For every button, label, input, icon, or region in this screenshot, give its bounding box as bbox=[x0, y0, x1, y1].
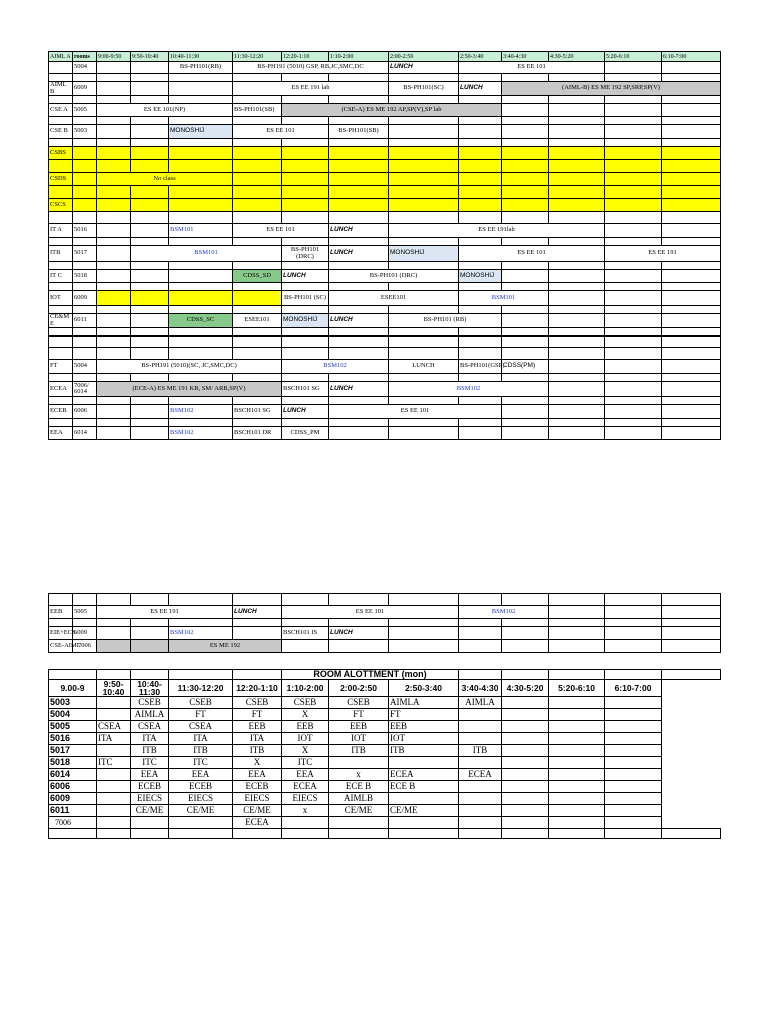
room-cell: 5018 bbox=[73, 270, 97, 283]
allotment-cell: ECEA bbox=[389, 769, 459, 781]
allotment-cell: ITC bbox=[169, 757, 233, 769]
allotment-cell bbox=[502, 721, 549, 733]
allotment-slot-header: 4:30-5:20 bbox=[502, 680, 549, 697]
lunch-cell: LUNCH bbox=[329, 382, 389, 397]
class-cell: ES EE 101 bbox=[329, 405, 502, 419]
class-cell: BSM101 bbox=[169, 224, 233, 238]
room-cell: 5004 bbox=[73, 62, 97, 74]
slot-header: 10:40-11:30 bbox=[169, 52, 233, 62]
class-name: ECEA bbox=[49, 382, 73, 397]
class-cell: BSM102 bbox=[169, 427, 233, 440]
slot-header: 4:30-5:20 bbox=[549, 52, 605, 62]
row-csds bbox=[49, 173, 721, 186]
row-cse-a bbox=[49, 104, 721, 117]
class-cell: BS-PH191 (5010)(SC, JC,SMC,DC) bbox=[97, 360, 282, 374]
class-name: CSDS bbox=[49, 173, 73, 186]
class-cell: CDSS_PM bbox=[282, 427, 329, 440]
allotment-cell: x bbox=[329, 769, 389, 781]
allotment-cell bbox=[169, 817, 233, 829]
class-cell: ES EE 191 bbox=[97, 606, 233, 619]
allotment-row bbox=[49, 709, 721, 721]
allotment-cell: AIMLB bbox=[329, 793, 389, 805]
class-cell: ES EE 101 bbox=[459, 62, 605, 74]
allotment-row bbox=[49, 781, 721, 793]
allotment-cell bbox=[549, 745, 605, 757]
allotment-cell: ITB bbox=[329, 745, 389, 757]
lunch-cell: LUNCH bbox=[329, 627, 389, 640]
class-cell: BSM101 bbox=[459, 291, 549, 306]
row-cse-aiml bbox=[49, 640, 721, 653]
row-eea bbox=[49, 427, 721, 440]
allotment-cell: EIECS bbox=[131, 793, 169, 805]
allotment-slot-header: 3:40-4:30 bbox=[459, 680, 502, 697]
allotment-cell bbox=[549, 805, 605, 817]
allotment-row bbox=[49, 793, 721, 805]
allotment-cell: CSEB bbox=[282, 697, 329, 709]
allotment-cell bbox=[605, 697, 662, 709]
lunch-cell: LUNCH bbox=[233, 606, 282, 619]
allotment-cell bbox=[459, 781, 502, 793]
header-row bbox=[49, 52, 721, 62]
allotment-cell: ECEA bbox=[282, 781, 329, 793]
row-aiml-a bbox=[49, 62, 721, 74]
class-name: EEA bbox=[49, 427, 73, 440]
class-cell: BS-PH101(SB) bbox=[329, 125, 389, 139]
allotment-cell: ITA bbox=[131, 733, 169, 745]
room-cell: 6009 bbox=[73, 291, 97, 306]
allotment-cell bbox=[459, 733, 502, 745]
class-name: CSCS bbox=[49, 199, 73, 212]
allotment-cell: ECEA bbox=[459, 769, 502, 781]
class-cell: BS-PH101 (DRC) bbox=[282, 246, 329, 262]
allotment-cell: AIMLA bbox=[459, 697, 502, 709]
allotment-cell bbox=[97, 781, 131, 793]
class-name: IT A bbox=[49, 224, 73, 238]
room-cell: 6014 bbox=[73, 427, 97, 440]
allotment-cell: x bbox=[282, 805, 329, 817]
allotment-slot-header: 5:20-6:10 bbox=[549, 680, 605, 697]
allotment-room: 6009 bbox=[49, 793, 97, 805]
allotment-cell: AIMLA bbox=[389, 697, 459, 709]
class-cell: (ECE-A) ES ME 191 KB, SM/ ARB,SP(V) bbox=[97, 382, 282, 397]
allotment-cell: CSEA bbox=[97, 721, 131, 733]
allotment-row bbox=[49, 769, 721, 781]
allotment-room: 7006 bbox=[49, 817, 97, 829]
allotment-cell bbox=[605, 817, 662, 829]
allotment-cell bbox=[459, 793, 502, 805]
class-cell: BSM102 bbox=[282, 360, 389, 374]
allotment-cell bbox=[502, 781, 549, 793]
allotment-slot-header: 12:20-1:10 bbox=[233, 680, 282, 697]
class-cell: BSCH101 SG bbox=[233, 405, 282, 419]
allotment-row bbox=[49, 733, 721, 745]
class-cell: MONOSHIJ bbox=[459, 270, 502, 283]
allotment-cell: CE/ME bbox=[131, 805, 169, 817]
rooms-header: rooms bbox=[73, 52, 97, 62]
room-cell: 6009 bbox=[73, 627, 97, 640]
allotment-cell: CE/ME bbox=[389, 805, 459, 817]
lunch-cell: LUNCH bbox=[389, 62, 459, 74]
allotment-cell: FT bbox=[169, 709, 233, 721]
class-cell: ESEE101 bbox=[329, 291, 459, 306]
allotment-cell bbox=[549, 769, 605, 781]
class-cell: ES EE 191 bbox=[605, 246, 721, 262]
allotment-cell bbox=[605, 793, 662, 805]
allotment-cell bbox=[97, 709, 131, 721]
allotment-cell: ITA bbox=[233, 733, 282, 745]
lunch-cell: LUNCH bbox=[329, 224, 389, 238]
slot-header: 1:10-2:00 bbox=[329, 52, 389, 62]
allotment-cell: EEA bbox=[131, 769, 169, 781]
class-cell: BS-PH101(GSP) bbox=[459, 360, 502, 374]
allotment-cell bbox=[549, 781, 605, 793]
class-cell: ESEE101 bbox=[233, 314, 282, 328]
allotment-cell bbox=[502, 817, 549, 829]
slot-header: 3:40-4:30 bbox=[502, 52, 549, 62]
slot-header: 2:50-3:40 bbox=[459, 52, 502, 62]
allotment-cell: CSEB bbox=[233, 697, 282, 709]
allotment-cell bbox=[549, 733, 605, 745]
class-cell: BS-PH101 (SC) bbox=[282, 291, 329, 306]
allotment-cell bbox=[549, 757, 605, 769]
allotment-cell bbox=[459, 805, 502, 817]
class-cell: BSM102 bbox=[459, 606, 549, 619]
room-cell: 7006/ 6014 bbox=[73, 382, 97, 397]
row-it-a bbox=[49, 224, 721, 238]
allotment-cell bbox=[502, 805, 549, 817]
row-eceb bbox=[49, 405, 721, 419]
class-cell: MONOSHIJ bbox=[282, 314, 329, 328]
allotment-cell bbox=[502, 745, 549, 757]
allotment-cell bbox=[459, 757, 502, 769]
allotment-cell: ECE B bbox=[329, 781, 389, 793]
allotment-cell: EEA bbox=[282, 769, 329, 781]
allotment-cell: ITB bbox=[131, 745, 169, 757]
allotment-cell: ITC bbox=[282, 757, 329, 769]
allotment-cell: AIMLA bbox=[131, 709, 169, 721]
allotment-cell: CSEA bbox=[131, 721, 169, 733]
allotment-cell: EEB bbox=[282, 721, 329, 733]
row-eie bbox=[49, 627, 721, 640]
class-cell: BSM102 bbox=[389, 382, 549, 397]
class-cell: BSM102 bbox=[169, 627, 233, 640]
allotment-room: 5016 bbox=[49, 733, 97, 745]
allotment-cell: CSEB bbox=[169, 697, 233, 709]
class-cell: ES EE 101 bbox=[233, 224, 329, 238]
class-cell: BSCH101 DR bbox=[233, 427, 282, 440]
allotment-cell bbox=[459, 817, 502, 829]
allotment-cell: ITB bbox=[389, 745, 459, 757]
room-cell: 5005 bbox=[73, 606, 97, 619]
allotment-cell: ECEA bbox=[233, 817, 282, 829]
lunch-cell: LUNCH bbox=[329, 246, 389, 262]
lunch-cell: LUNCH bbox=[389, 360, 459, 374]
row-ceme bbox=[49, 314, 721, 328]
row-it-b bbox=[49, 246, 721, 262]
class-cell: BS-PH101(SB) bbox=[233, 104, 282, 117]
allotment-cell: ITA bbox=[97, 733, 131, 745]
allotment-cell bbox=[97, 817, 131, 829]
allotment-slot-header: 6:10-7:00 bbox=[605, 680, 662, 697]
class-name: CSBS bbox=[49, 147, 73, 160]
allotment-cell bbox=[329, 817, 389, 829]
allotment-cell bbox=[502, 757, 549, 769]
allotment-cell bbox=[549, 817, 605, 829]
allotment-cell bbox=[282, 817, 329, 829]
allotment-cell bbox=[97, 793, 131, 805]
class-cell: ES EE 101(NP) bbox=[97, 104, 233, 117]
allotment-room: 5004 bbox=[49, 709, 97, 721]
class-cell: (CSE-A) ES ME 192 AP,SP(V),SP lab bbox=[282, 104, 502, 117]
class-cell: (AIML-B) ES ME 192 SP,SRP,SP(V) bbox=[502, 82, 721, 96]
class-name: IOT bbox=[49, 291, 73, 306]
class-cell: ES ME 192 bbox=[169, 640, 282, 653]
row-cscs bbox=[49, 199, 721, 212]
allotment-cell: EEA bbox=[233, 769, 282, 781]
allotment-cell bbox=[549, 721, 605, 733]
allotment-slot-header: 9:50- 10:40 bbox=[97, 680, 131, 697]
allotment-cell: X bbox=[282, 709, 329, 721]
allotment-cell bbox=[549, 697, 605, 709]
allotment-cell: ITA bbox=[169, 733, 233, 745]
allotment-room: 6014 bbox=[49, 769, 97, 781]
row-aiml-b bbox=[49, 82, 721, 96]
timetable-extra bbox=[48, 593, 721, 653]
allotment-cell bbox=[502, 709, 549, 721]
class-name: AIML B bbox=[49, 82, 73, 96]
allotment-cell bbox=[605, 805, 662, 817]
room-cell: 5003 bbox=[73, 125, 97, 139]
allotment-cell: CSEA bbox=[169, 721, 233, 733]
lunch-cell: LUNCH bbox=[329, 314, 389, 328]
allotment-row bbox=[49, 745, 721, 757]
allotment-room: 5003 bbox=[49, 697, 97, 709]
allotment-cell bbox=[605, 745, 662, 757]
slot-header: 5:20-6:10 bbox=[605, 52, 662, 62]
room-cell: 6006 bbox=[73, 405, 97, 419]
allotment-room: 5005 bbox=[49, 721, 97, 733]
class-cell: CDSS_SC bbox=[169, 314, 233, 328]
allotment-cell: ECEB bbox=[131, 781, 169, 793]
allotment-cell bbox=[131, 817, 169, 829]
row-cse-b bbox=[49, 125, 721, 139]
class-cell: ES EE 101 bbox=[233, 125, 329, 139]
allotment-cell: EEA bbox=[169, 769, 233, 781]
allotment-slot-header: 2:50-3:40 bbox=[389, 680, 459, 697]
allotment-cell: ITC bbox=[131, 757, 169, 769]
allotment-cell: CSEB bbox=[131, 697, 169, 709]
lunch-cell: LUNCH bbox=[282, 270, 329, 283]
allotment-cell bbox=[502, 697, 549, 709]
row-it-c bbox=[49, 270, 721, 283]
class-name: CE&M E bbox=[49, 314, 73, 328]
slot-header: 2:00-2:50 bbox=[389, 52, 459, 62]
allotment-cell: FT bbox=[389, 709, 459, 721]
allotment-room: 6006 bbox=[49, 781, 97, 793]
allotment-cell bbox=[502, 769, 549, 781]
class-name: EEB bbox=[49, 606, 73, 619]
allotment-cell: ECE B bbox=[389, 781, 459, 793]
allotment-row bbox=[49, 757, 721, 769]
class-cell: ES EE 101 bbox=[282, 606, 459, 619]
allotment-cell bbox=[502, 733, 549, 745]
allotment-title: ROOM ALOTTMENT (mon) bbox=[282, 670, 459, 680]
allotment-cell bbox=[389, 757, 459, 769]
class-cell: BSCH101 IS bbox=[282, 627, 329, 640]
allotment-room: 5017 bbox=[49, 745, 97, 757]
allotment-cell: ECEB bbox=[169, 781, 233, 793]
allotment-cell: ITB bbox=[459, 745, 502, 757]
allotment-cell bbox=[97, 745, 131, 757]
allotment-slot-header: 2:00-2:50 bbox=[329, 680, 389, 697]
class-cell: CDSS(PM) bbox=[502, 360, 549, 374]
allotment-cell: ITC bbox=[97, 757, 131, 769]
allotment-cell bbox=[605, 769, 662, 781]
allotment-cell: EIECS bbox=[282, 793, 329, 805]
class-name: FT bbox=[49, 360, 73, 374]
allotment-cell: IOT bbox=[282, 733, 329, 745]
class-cell: BS-PH101(SC) bbox=[389, 82, 459, 96]
room-cell: 5017 bbox=[73, 246, 97, 262]
allotment-cell bbox=[605, 757, 662, 769]
slot-header: 12:20-1:10 bbox=[282, 52, 329, 62]
allotment-cell: EIECS bbox=[169, 793, 233, 805]
allotment-slot-header: 9.00-9 bbox=[49, 680, 97, 697]
room-allotment-table bbox=[48, 669, 721, 839]
class-name: CSE A bbox=[49, 104, 73, 117]
allotment-body bbox=[49, 697, 721, 839]
lunch-cell: LUNCH bbox=[459, 82, 502, 96]
slot-header: 9:50-10:40 bbox=[131, 52, 169, 62]
allotment-cell bbox=[459, 709, 502, 721]
allotment-cell bbox=[329, 757, 389, 769]
allotment-cell bbox=[389, 793, 459, 805]
class-cell: MONOSHIJ bbox=[389, 246, 459, 262]
allotment-cell bbox=[549, 709, 605, 721]
row-ft bbox=[49, 360, 721, 374]
class-name: ITB bbox=[49, 246, 73, 262]
class-cell: BS-PH101 (RB) bbox=[389, 314, 502, 328]
allotment-cell: X bbox=[282, 745, 329, 757]
class-cell: MONOSHIJ bbox=[169, 125, 233, 139]
room-cell: 6011 bbox=[73, 314, 97, 328]
class-cell: BSCH101 SG bbox=[282, 382, 329, 397]
timetable-main bbox=[48, 51, 721, 440]
class-cell: CDSS_SD bbox=[233, 270, 282, 283]
row-ecea bbox=[49, 382, 721, 397]
class-cell: BS-PH191 (5010) GSP, RB,JC,SMC,DC bbox=[233, 62, 389, 74]
room-cell: 7006 bbox=[73, 640, 97, 653]
class-header: AIML A bbox=[50, 53, 71, 60]
allotment-cell: EEB bbox=[329, 721, 389, 733]
allotment-header-row bbox=[49, 680, 721, 697]
allotment-cell: ITB bbox=[233, 745, 282, 757]
room-cell: 5016 bbox=[73, 224, 97, 238]
allotment-row bbox=[49, 721, 721, 733]
allotment-cell bbox=[605, 709, 662, 721]
row-csbs bbox=[49, 147, 721, 160]
class-cell: BS-PH101(RB) bbox=[169, 62, 233, 74]
allotment-cell bbox=[389, 817, 459, 829]
class-name: CSE B bbox=[49, 125, 73, 139]
row-eeb bbox=[49, 606, 721, 619]
allotment-cell bbox=[97, 697, 131, 709]
slot-header: 11:30-12:20 bbox=[233, 52, 282, 62]
class-cell: BSM102 bbox=[169, 405, 233, 419]
allotment-cell: X bbox=[233, 757, 282, 769]
allotment-cell bbox=[549, 793, 605, 805]
lunch-cell: LUNCH bbox=[282, 405, 329, 419]
allotment-row bbox=[49, 805, 721, 817]
allotment-cell: IOT bbox=[329, 733, 389, 745]
room-cell: 6009 bbox=[73, 82, 97, 96]
allotment-cell: CE/ME bbox=[329, 805, 389, 817]
allotment-cell: ECEB bbox=[233, 781, 282, 793]
class-name: CSE-AIML bbox=[49, 640, 73, 653]
room-cell: 5004 bbox=[73, 360, 97, 374]
class-name: EIE+ECS bbox=[49, 627, 73, 640]
allotment-slot-header: 11:30-12:20 bbox=[169, 680, 233, 697]
no-class-note: No class bbox=[97, 173, 233, 186]
allotment-cell: CE/ME bbox=[169, 805, 233, 817]
allotment-cell bbox=[605, 733, 662, 745]
allotment-row bbox=[49, 817, 721, 829]
class-cell: BSM101 bbox=[131, 246, 282, 262]
class-cell: ES EE 191 lab bbox=[233, 82, 389, 96]
allotment-cell bbox=[97, 805, 131, 817]
slot-header: 9:00-9:50 bbox=[97, 52, 131, 62]
allotment-row bbox=[49, 697, 721, 709]
allotment-room: 5018 bbox=[49, 757, 97, 769]
allotment-cell: CSEB bbox=[329, 697, 389, 709]
allotment-cell bbox=[97, 769, 131, 781]
allotment-cell: EEB bbox=[233, 721, 282, 733]
allotment-cell: FT bbox=[329, 709, 389, 721]
class-cell: ES EE 101 bbox=[459, 246, 605, 262]
class-cell: BS-PH101 (DRC) bbox=[329, 270, 459, 283]
class-name: IT C bbox=[49, 270, 73, 283]
allotment-cell: EIECS bbox=[233, 793, 282, 805]
allotment-cell bbox=[502, 793, 549, 805]
allotment-room: 6011 bbox=[49, 805, 97, 817]
allotment-cell: IOT bbox=[389, 733, 459, 745]
allotment-cell bbox=[459, 721, 502, 733]
allotment-cell: ITB bbox=[169, 745, 233, 757]
allotment-cell: CE/ME bbox=[233, 805, 282, 817]
allotment-slot-header: 10:40- 11:30 bbox=[131, 680, 169, 697]
allotment-slot-header: 1:10-2:00 bbox=[282, 680, 329, 697]
allotment-cell: FT bbox=[233, 709, 282, 721]
allotment-cell: EEB bbox=[389, 721, 459, 733]
allotment-cell bbox=[605, 721, 662, 733]
allotment-cell bbox=[605, 781, 662, 793]
class-name: ECEB bbox=[49, 405, 73, 419]
slot-header: 6:10-7:00 bbox=[662, 52, 721, 62]
row-iot bbox=[49, 291, 721, 306]
room-cell: 5005 bbox=[73, 104, 97, 117]
class-cell: ES EE 191lab bbox=[389, 224, 605, 238]
